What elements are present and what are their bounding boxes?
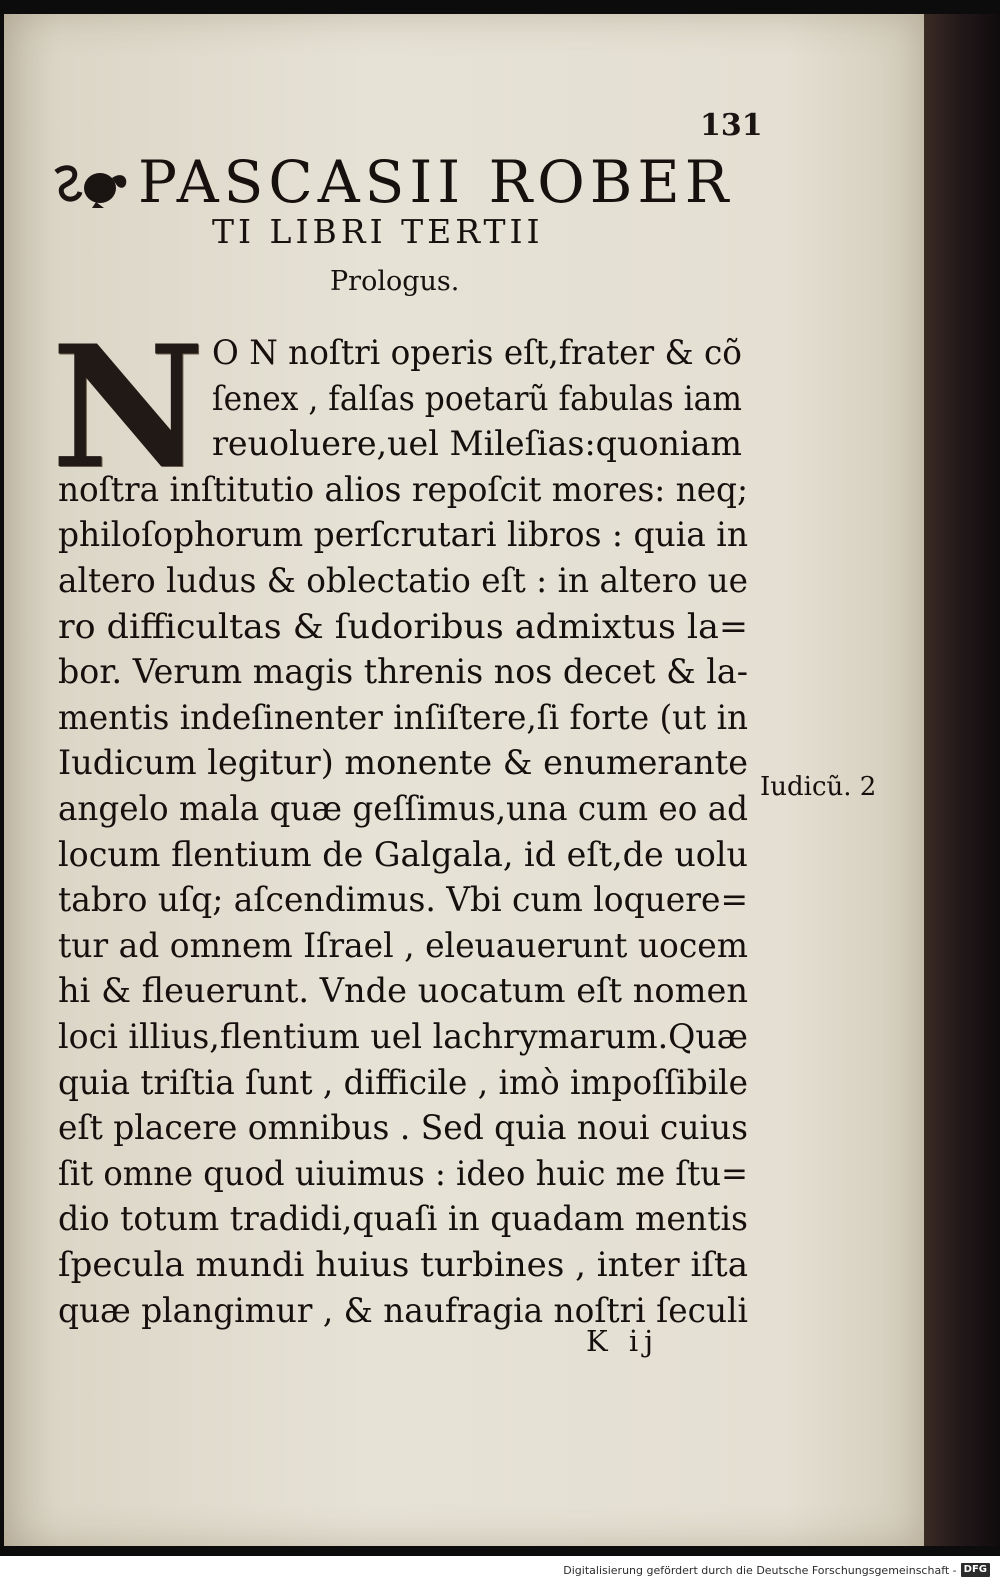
body-line: angelo mala quæ geſſimus,una cum eo ad [58,789,748,829]
digitization-credit [0,1558,1000,1582]
book-spine [924,14,1000,1546]
title-line-2: TI LIBRI TERTII [212,212,544,251]
body-line: loci illius,flentium uel lachrymarum.Quæ [58,1017,748,1057]
body-line: philoſophorum perſcrutari libros : quia in [58,515,748,556]
title-prologus: Prologus. [330,266,460,297]
body-line: O N noſtri operis eſt,frater & cõ [212,333,742,373]
body-line: Iudicum legitur) monente & enumerante [58,743,748,784]
body-line: locum flentium de Galgala, id eſt,de uolu [58,834,748,875]
margin-note: Iudicũ. 2 [760,772,877,802]
credit-text: Digitalisierung gefördert durch die Deutsche Forschungsgemeinschaft - [563,1563,957,1577]
body-line: altero ludus & oblectatio eſt : in altero ue [58,561,748,601]
body-line: dio totum tradidi,quaſi in quadam mentis [58,1199,748,1240]
body-line: ſpecula mundi huius turbines , inter iſta [58,1245,749,1285]
body-line: bor. Verum magis threnis nos decet & la- [58,652,748,693]
body-line: noſtra inſtitutio alios repoſcit mores: neq; [58,469,748,510]
body-line: quæ plangimur , & naufragia noſtri ſeculi [58,1290,748,1331]
body-line: ro difficultas & ſudoribus admixtus la= [58,606,748,647]
body-line: tabro uſq; aſcendimus. Vbi cum loquere= [58,880,748,921]
body-line: tur ad omnem Iſrael , eleuauerunt uocem [58,925,748,966]
folio-number: 131 [700,108,763,143]
signature-mark: K ij [586,1324,660,1358]
body-line: mentis indeſinenter inſiſtere,ſi forte (ut in [58,697,748,738]
decorated-initial [51,308,205,506]
body-line: ſit omne quod uiuimus : ideo huic me ſtu= [58,1153,748,1194]
body-line: quia triſtia ſunt , difficile , imò impoſſibile [58,1062,748,1103]
body-line: reuoluere,uel Mileſias:quoniam [212,424,742,465]
title-text-1: PASCASII ROBER [138,148,734,216]
body-line: eſt placere omnibus . Sed quia noui cuius [58,1108,748,1149]
body-line: hi & fleuerunt. Vnde uocatum eſt nomen [58,971,748,1012]
fleuron-ornament [52,154,130,222]
body-line: ſenex , falſas poetarũ fabulas iam [212,378,742,419]
initial-letter: N [51,308,205,506]
title-line-1 [52,148,752,222]
dfg-logo: DFG [961,1563,990,1577]
